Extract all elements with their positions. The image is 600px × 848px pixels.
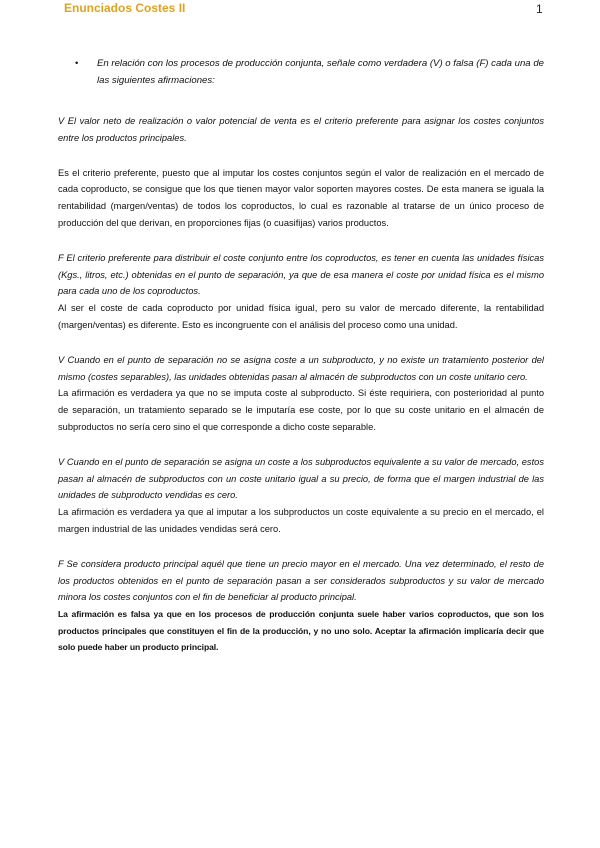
statement-4: V Cuando en el punto de separación se asigna un coste a los subproductos equivalente a su valor de mercado, estos pasan al almacén de subproductos con un coste unitario igual a su precio, de forma que el margen industrial de las unidades de subproducto vendidas es cero. (58, 456, 544, 501)
question-item-4 (58, 454, 544, 538)
intro-text: En relación con los procesos de producción conjunta, señale como verdadera (V) o falsa (F) cada una de las siguientes afirmaciones: (97, 58, 544, 86)
statement-2: F El criterio preferente para distribuir el coste conjunto entre los coproductos, es tener en cuenta las unidades físicas (Kgs., litros, etc.) obtenidas en el punto de separación, ya que de esa manera el coste por unidad física es el mismo para cada uno de los coproductos. (58, 252, 544, 297)
explanation-3: La afirmación es verdadera ya que no se imputa coste al subproducto. Si éste requiriera, con posterioridad al punto de separación, un tratamiento separado se le imputaría ese coste, por lo que su coste unitario en el almacén de subproductos no sería cero sino el que corresponde a dicho coste separable. (58, 388, 544, 432)
bullet-icon: • (75, 58, 79, 69)
explanation-4: La afirmación es verdadera ya que al imputar a los subproductos un coste equivalente a su precio en el mercado, el margen industrial de las unidades vendidas será cero. (58, 507, 544, 534)
page-number: 1 (536, 2, 543, 16)
question-item-5 (58, 556, 544, 656)
explanation-5: La afirmación es falsa ya que en los procesos de producción conjunta suele haber varios coproductos, que son los productos principales que constituyen el fin de la producción, y no uno solo. Aceptar la afirmación implicaría decir que solo puede haber un producto principal. (58, 609, 544, 653)
statement-5: F Se considera producto principal aquél que tiene un precio mayor en el mercado. Una vez determinado, el resto de los productos obtenidos en el punto de separación pasan a ser considerados subproductos y su valor de mercado minora los costes conjuntos con el fin de beneficiar al producto principal. (58, 558, 544, 603)
question-item-3 (58, 352, 544, 436)
statement-3: V Cuando en el punto de separación no se asigna coste a un subproducto, y no existe un tratamiento posterior del mismo (costes separables), las unidades obtenidas pasan al almacén de subproductos con un coste unitario cero. (58, 354, 544, 382)
question-item-1 (58, 113, 544, 232)
intro-bullet-item (75, 56, 544, 89)
statement-1: V El valor neto de realización o valor potencial de venta es el criterio preferente para asignar los costes conjuntos entre los productos principales. (58, 116, 544, 143)
question-item-2 (58, 250, 544, 334)
header-title: Enunciados Costes II (64, 1, 186, 15)
document-body (58, 56, 544, 656)
page-header (0, 0, 600, 24)
explanation-1: Es el criterio preferente, puesto que al imputar los costes conjuntos según el valor de realización en el mercado de cada coproducto, se consigue que los que tienen mayor valor soporten mayores costes. De esta manera se iguala la rentabilidad (margen/ventas) de todos los coproductos, lo cual es razonable al tratarse de un único proceso de producción del que derivan, en proporciones fijas (o cuasifijas) varios productos. (58, 167, 544, 228)
explanation-2: Al ser el coste de cada coproducto por unidad física igual, pero su valor de mercado diferente, la rentabilidad (margen/ventas) es diferente. Esto es incongruente con el análisis del proceso como una unidad. (58, 303, 544, 330)
